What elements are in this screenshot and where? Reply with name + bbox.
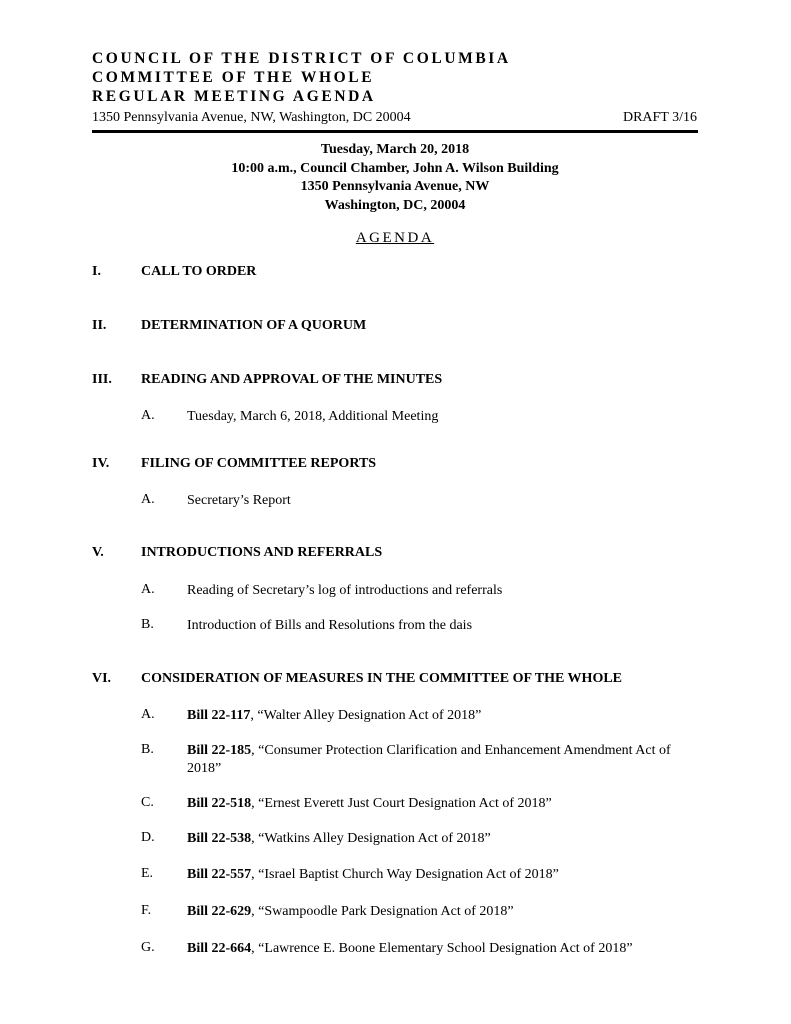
agenda-item: Introduction of Bills and Resolutions from the dais xyxy=(187,618,473,633)
section-title: READING AND APPROVAL OF THE MINUTES xyxy=(141,372,443,387)
bill-title: , “Walter Alley Designation Act of 2018” xyxy=(250,708,482,723)
section-number: III. xyxy=(92,372,112,387)
item-letter: E. xyxy=(141,866,154,881)
item-letter: A. xyxy=(141,582,155,597)
bill-number: Bill 22-185 xyxy=(187,743,252,758)
agenda-item xyxy=(187,707,697,725)
header-address: 1350 Pennsylvania Avenue, NW, Washington, DC 20004 xyxy=(92,110,411,125)
bill-number: Bill 22-117 xyxy=(187,708,251,723)
item-letter: F. xyxy=(141,903,152,918)
agenda-item xyxy=(187,742,697,777)
meeting-time-location: 10:00 a.m., Council Chamber, John A. Wilson Building xyxy=(231,160,559,176)
agenda-item xyxy=(187,830,697,848)
bill-title: , “Watkins Alley Designation Act of 2018” xyxy=(251,831,491,846)
section-title: CALL TO ORDER xyxy=(141,264,257,279)
item-letter: G. xyxy=(141,940,155,955)
bill-title: , “Israel Baptist Church Way Designation Act of 2018” xyxy=(251,867,559,882)
bill-title: , “Swampoodle Park Designation Act of 2018” xyxy=(251,904,514,919)
council-name: COUNCIL OF THE DISTRICT OF COLUMBIA xyxy=(92,50,511,67)
item-letter: D. xyxy=(141,830,155,845)
agenda-heading: AGENDA xyxy=(355,230,435,246)
bill-title: , “Consumer Protection Clarification and Enhancement Amendment Act of 2018” xyxy=(187,743,671,776)
meeting-city: Washington, DC, 20004 xyxy=(324,197,466,213)
bill-title: , “Ernest Everett Just Court Designation Act of 2018” xyxy=(251,796,552,811)
section-number: I. xyxy=(92,264,101,279)
bill-title: , “Lawrence E. Boone Elementary School Designation Act of 2018” xyxy=(251,941,633,956)
agenda-item: Tuesday, March 6, 2018, Additional Meeting xyxy=(187,409,439,424)
item-letter: B. xyxy=(141,617,154,632)
agenda-item xyxy=(187,940,697,958)
bill-number: Bill 22-557 xyxy=(187,867,252,882)
section-number: IV. xyxy=(92,456,110,471)
meeting-info xyxy=(92,141,698,215)
agenda-item xyxy=(187,795,697,813)
draft-label: DRAFT 3/16 xyxy=(622,110,697,125)
meeting-date: Tuesday, March 20, 2018 xyxy=(320,142,470,157)
bill-number: Bill 22-518 xyxy=(187,796,252,811)
bill-number: Bill 22-664 xyxy=(187,941,252,956)
section-number: II. xyxy=(92,318,107,333)
agenda-item: Reading of Secretary’s log of introductions and referrals xyxy=(187,583,503,598)
section-title: INTRODUCTIONS AND REFERRALS xyxy=(141,545,383,560)
item-letter: A. xyxy=(141,408,155,423)
bill-number: Bill 22-538 xyxy=(187,831,252,846)
committee-name: COMMITTEE OF THE WHOLE xyxy=(92,69,375,86)
agenda-item: Secretary’s Report xyxy=(187,493,291,508)
section-title: CONSIDERATION OF MEASURES IN THE COMMITTEE OF THE WHOLE xyxy=(141,671,623,686)
header-rule xyxy=(92,130,698,133)
section-title: FILING OF COMMITTEE REPORTS xyxy=(141,456,377,471)
document-title: REGULAR MEETING AGENDA xyxy=(92,88,376,105)
item-letter: B. xyxy=(141,742,154,757)
item-letter: A. xyxy=(141,492,155,507)
item-letter: A. xyxy=(141,707,155,722)
section-number: VI. xyxy=(92,671,112,686)
section-number: V. xyxy=(92,545,104,560)
agenda-item xyxy=(187,866,697,884)
bill-number: Bill 22-629 xyxy=(187,904,252,919)
meeting-street: 1350 Pennsylvania Avenue, NW xyxy=(300,179,490,194)
section-title: DETERMINATION OF A QUORUM xyxy=(141,318,367,333)
item-letter: C. xyxy=(141,795,154,810)
agenda-item xyxy=(187,903,697,921)
